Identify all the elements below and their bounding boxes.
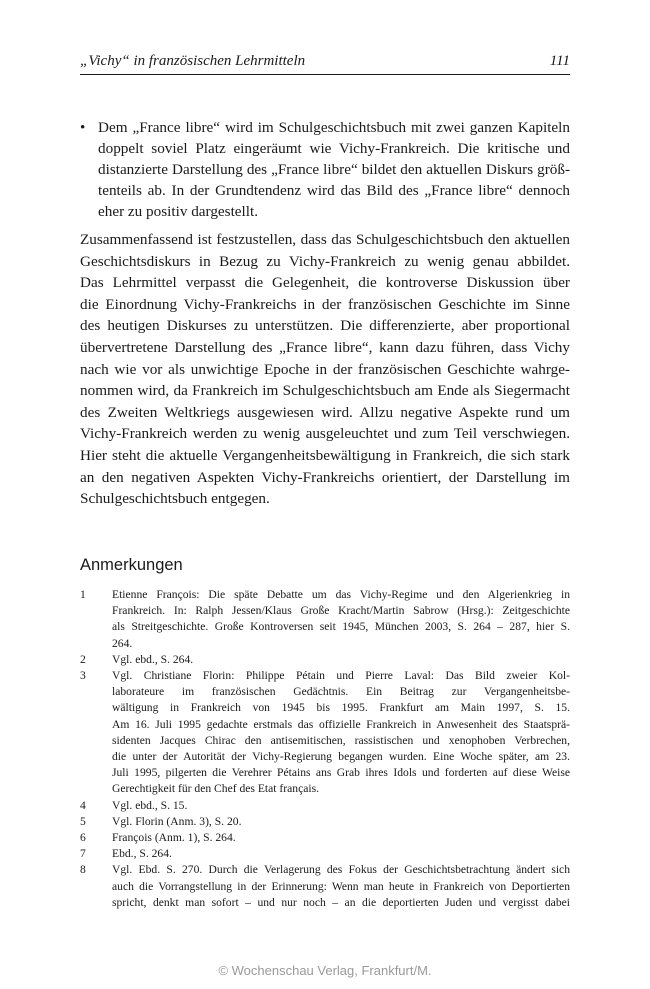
note-line: wältigung in Frankreich von 1945 bis 1995. Frankfurt am Main 1997, S. 15. [112, 701, 570, 715]
text-line: Dem „France libre“ wird im Schulgeschichtsbuch mit zwei ganzen Kapiteln [98, 119, 570, 136]
note-line: Juli 1995, pilgerten die Verehrer Pétains ans Grab ihres Idols und forderten auf diese Weise [112, 766, 570, 780]
text-line: Zusammenfassend ist festzustellen, dass das Schulgeschichtsbuch den aktuellen [80, 231, 570, 248]
running-header [80, 53, 570, 75]
endnote-2 [80, 652, 570, 668]
endnote-text [112, 846, 570, 862]
endnote-text [112, 830, 570, 846]
text-line: Schulgeschichtsbuch entgegen. [80, 490, 270, 508]
note-line: Gerechtigkeit für den Chef des Etat français. [112, 782, 319, 796]
endnote-number: 3 [80, 669, 86, 683]
endnotes-list [80, 587, 570, 911]
text-line: distanzierte Darstellung des „France libre“ bildet den aktuellen Diskurs größ- [98, 161, 570, 178]
endnote-number: 1 [80, 588, 86, 601]
note-line: sidenten Jacques Chirac den antisemitischen, rassistischen und xenophoben Verbrechen, [112, 733, 570, 747]
note-line: die unter der Autorität der Vichy-Regierung begangen wurden. Eine Woche später, am 23. [112, 750, 570, 764]
summary-paragraph [80, 229, 570, 510]
endnote-text [112, 652, 570, 668]
note-line: Vgl. ebd., S. 264. [112, 652, 194, 666]
page-number: 111 [549, 53, 570, 69]
note-line: Vgl. Ebd. S. 270. Durch die Verlagerung des Fokus der Geschichtsbetrachtung ändert sich [112, 863, 570, 877]
text-line: nommen wird, da Frankreich im Schulgeschichtsbuch am Ende als Siegermacht [80, 382, 570, 400]
bullet-text [98, 117, 570, 222]
endnote-7 [80, 846, 570, 862]
endnote-number: 6 [80, 831, 86, 845]
note-line: Ebd., S. 264. [112, 847, 172, 861]
note-line: 264. [112, 636, 133, 650]
text-line: doppelt soviel Platz eingeräumt wie Vichy-Frankreich. Die kritische und [98, 140, 570, 157]
note-line: Etienne François: Die späte Debatte um das Vichy-Regime und den Algerienkrieg in [112, 588, 570, 601]
text-line: nach wie vor als unwichtige Epoche in der französischen Geschichte wahrge- [80, 360, 570, 378]
text-line: die Einordnung Vichy-Frankreichs in der französischen Geschichte im Sinne [80, 295, 570, 313]
endnote-number: 8 [80, 863, 86, 877]
copyright-footer: © Wochenschau Verlag, Frankfurt/M. [218, 963, 432, 978]
endnote-text [112, 814, 570, 830]
text-line: an den negativen Aspekten Vichy-Frankreichs orientiert, der Darstellung im [80, 468, 570, 486]
text-line: Hier steht die aktuelle Vergangenheitsbewältigung in Frankreich, die sich stark [80, 446, 570, 464]
text-line: übervertretene Darstellung des „France libre“, kann dazu führen, dass Vichy [80, 338, 570, 356]
endnote-6 [80, 830, 570, 846]
endnote-5 [80, 814, 570, 830]
endnote-number: 4 [80, 798, 86, 812]
text-line: eher zu positiv dargestellt. [98, 203, 258, 220]
note-line: spricht, denkt man sofort – und nur noch – an die deportierten Juden und vergisst dabei [112, 895, 570, 909]
note-line: als Streitgeschichte. Große Kontroversen seit 1945, München 2003, S. 264 – 287, hier S. [112, 620, 570, 634]
text-line: des Zweiten Weltkriegs ausgewiesen wird. Allzu negative Aspekte rund um [80, 403, 570, 421]
running-title: „Vichy“ in französischen Lehrmitteln [80, 53, 306, 69]
bullet-marker: • [80, 119, 86, 136]
note-line: Vgl. ebd., S. 15. [112, 798, 188, 812]
text-line: Geschichtsdiskurs in Bezug zu Vichy-Frankreich zu wenig genau abbildet. [80, 252, 570, 270]
endnote-text [112, 668, 570, 798]
note-line: Vgl. Christiane Florin: Philippe Pétain und Pierre Laval: Das Bild zweier Kol- [112, 669, 570, 683]
note-line: François (Anm. 1), S. 264. [112, 831, 236, 845]
notes-heading: Anmerkungen [80, 556, 183, 574]
endnote-1 [80, 587, 570, 652]
note-line: Am 16. Juli 1995 gedachte erstmals das offizielle Frankreich in Anwesenheit des Staatsprä- [112, 717, 570, 731]
endnote-text [112, 862, 570, 911]
endnote-text [112, 798, 570, 814]
note-line: auch die Vorrangstellung in der Erinnerung: Wenn man heute in Frankreich von Deportierten [112, 879, 570, 893]
text-line: Das Lehrmittel verpasst die Gelegenheit, die kontroverse Diskussion über [80, 274, 570, 292]
text-line: tenteils ab. In der Grundtendenz wird das Bild des „France libre“ dennoch [98, 182, 570, 199]
text-line: Vichy-Frankreich werden zu wenig ausgeleuchtet und zum Teil verschwiegen. [80, 425, 570, 443]
endnote-number: 5 [80, 814, 86, 828]
note-line: Frankreich. In: Ralph Jessen/Klaus Große Kracht/Martin Sabrow (Hrsg.): Zeitgeschichte [112, 604, 570, 618]
endnote-text [112, 587, 570, 652]
endnote-8 [80, 862, 570, 911]
endnote-4 [80, 798, 570, 814]
bullet-point [80, 117, 570, 222]
note-line: Vgl. Florin (Anm. 3), S. 20. [112, 814, 242, 828]
text-line: des heutigen Diskurses zu unterstützen. Die differenzierte, aber proportional [80, 317, 570, 335]
endnote-3 [80, 668, 570, 798]
endnote-number: 7 [80, 847, 86, 861]
note-line: laborateure im französischen Gedächtnis. Ein Beitrag zur Vergangenheitsbe- [112, 685, 570, 699]
endnote-number: 2 [80, 652, 86, 666]
